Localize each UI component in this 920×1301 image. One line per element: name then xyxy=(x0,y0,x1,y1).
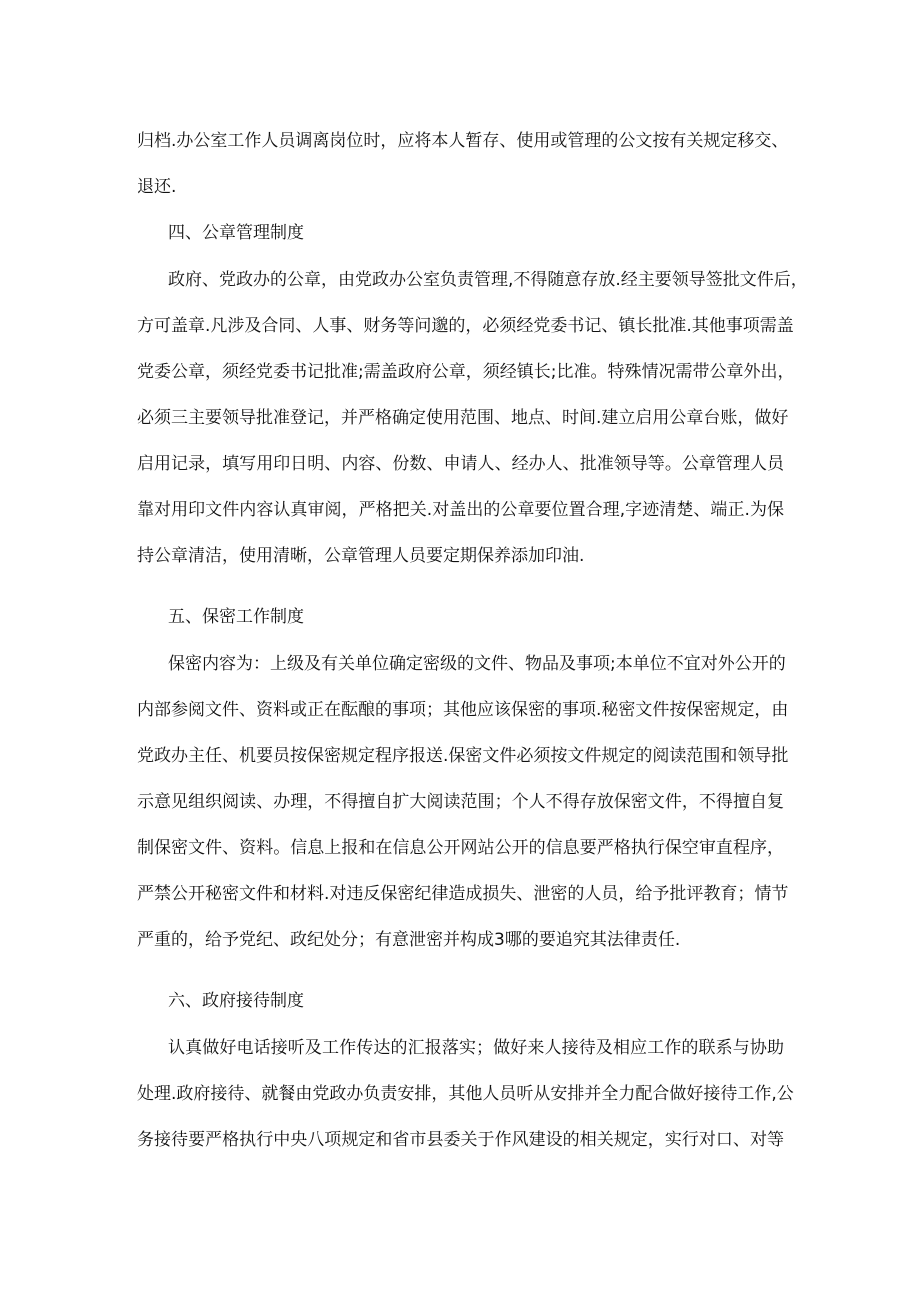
paragraph-line: 示意见组织阅读、办理，不得擅自扩大阅读范围；个人不得存放保密文件，不得擅自复 xyxy=(137,792,784,812)
paragraph-line: 内部参阅文件、资料或正在酝酿的事项；其他应该保密的事项.秘密文件按保密规定，由 xyxy=(137,700,789,720)
paragraph-line: 认真做好电话接听及工作传达的汇报落实；做好来人接待及相应工作的联系与协助 xyxy=(168,1038,784,1058)
paragraph-line: 退还. xyxy=(137,177,177,197)
paragraph-line: 务接待要严格执行中央八项规定和省市县委关于作风建设的相关规定，实行对口、对等 xyxy=(137,1130,784,1150)
paragraph-line: 处理.政府接待、就餐由党政办负责安排，其他人员听从安排并全力配合做好接待工作,公 xyxy=(137,1084,794,1104)
paragraph-line: 启用记录，填写用印日明、内容、份数、申请人、经办人、批准领导等。公章管理人员 xyxy=(137,454,784,474)
section-heading-reception: 六、政府接待制度 xyxy=(168,991,304,1011)
paragraph-line: 方可盖章.凡涉及合同、人事、财务等问邈的，必须经党委书记、镇长批准.其他事项需盖 xyxy=(137,316,794,336)
section-heading-seal-management: 四、公章管理制度 xyxy=(168,223,304,243)
paragraph-line: 持公章清洁，使用清晰，公章管理人员要定期保养添加印油. xyxy=(137,546,585,566)
paragraph-line: 政府、党政办的公章，由党政办公室负责管理,不得随意存放.经主要领导签批文件后， xyxy=(168,270,808,290)
paragraph-line: 靠对用印文件内容认真审阅，严格把关.对盖出的公章要位置合理,字迹清楚、端正.为保 xyxy=(137,500,784,520)
paragraph-line: 保密内容为：上级及有关单位确定密级的文件、物品及事项;本单位不宜对外公开的 xyxy=(168,654,786,674)
paragraph-line: 严重的，给予党纪、政纪处分；有意泄密并构成3哪的要追究其法律责任. xyxy=(137,930,681,950)
paragraph-line: 归档.办公室工作人员调离岗位时，应将本人暂存、使用或管理的公文按有关规定移交、 xyxy=(137,131,789,151)
paragraph-line: 党政办主任、机要员按保密规定程序报送.保密文件必须按文件规定的阅读范围和领导批 xyxy=(137,746,789,766)
section-heading-confidentiality: 五、保密工作制度 xyxy=(168,607,304,627)
paragraph-line: 党委公章，须经党委书记批准;需盖政府公章，须经镇长;比准。特殊情况需带公章外出， xyxy=(137,362,795,382)
paragraph-line: 制保密文件、资料。信息上报和在信息公开网站公开的信息要严格执行保空审直程序， xyxy=(137,838,784,858)
paragraph-line: 严禁公开秘密文件和材料.对违反保密纪律造成损失、泄密的人员，给予批评教育；情节 xyxy=(137,884,789,904)
paragraph-line: 必须三主要领导批准登记，并严格确定使用范围、地点、时间.建立启用公章台账，做好 xyxy=(137,408,789,428)
